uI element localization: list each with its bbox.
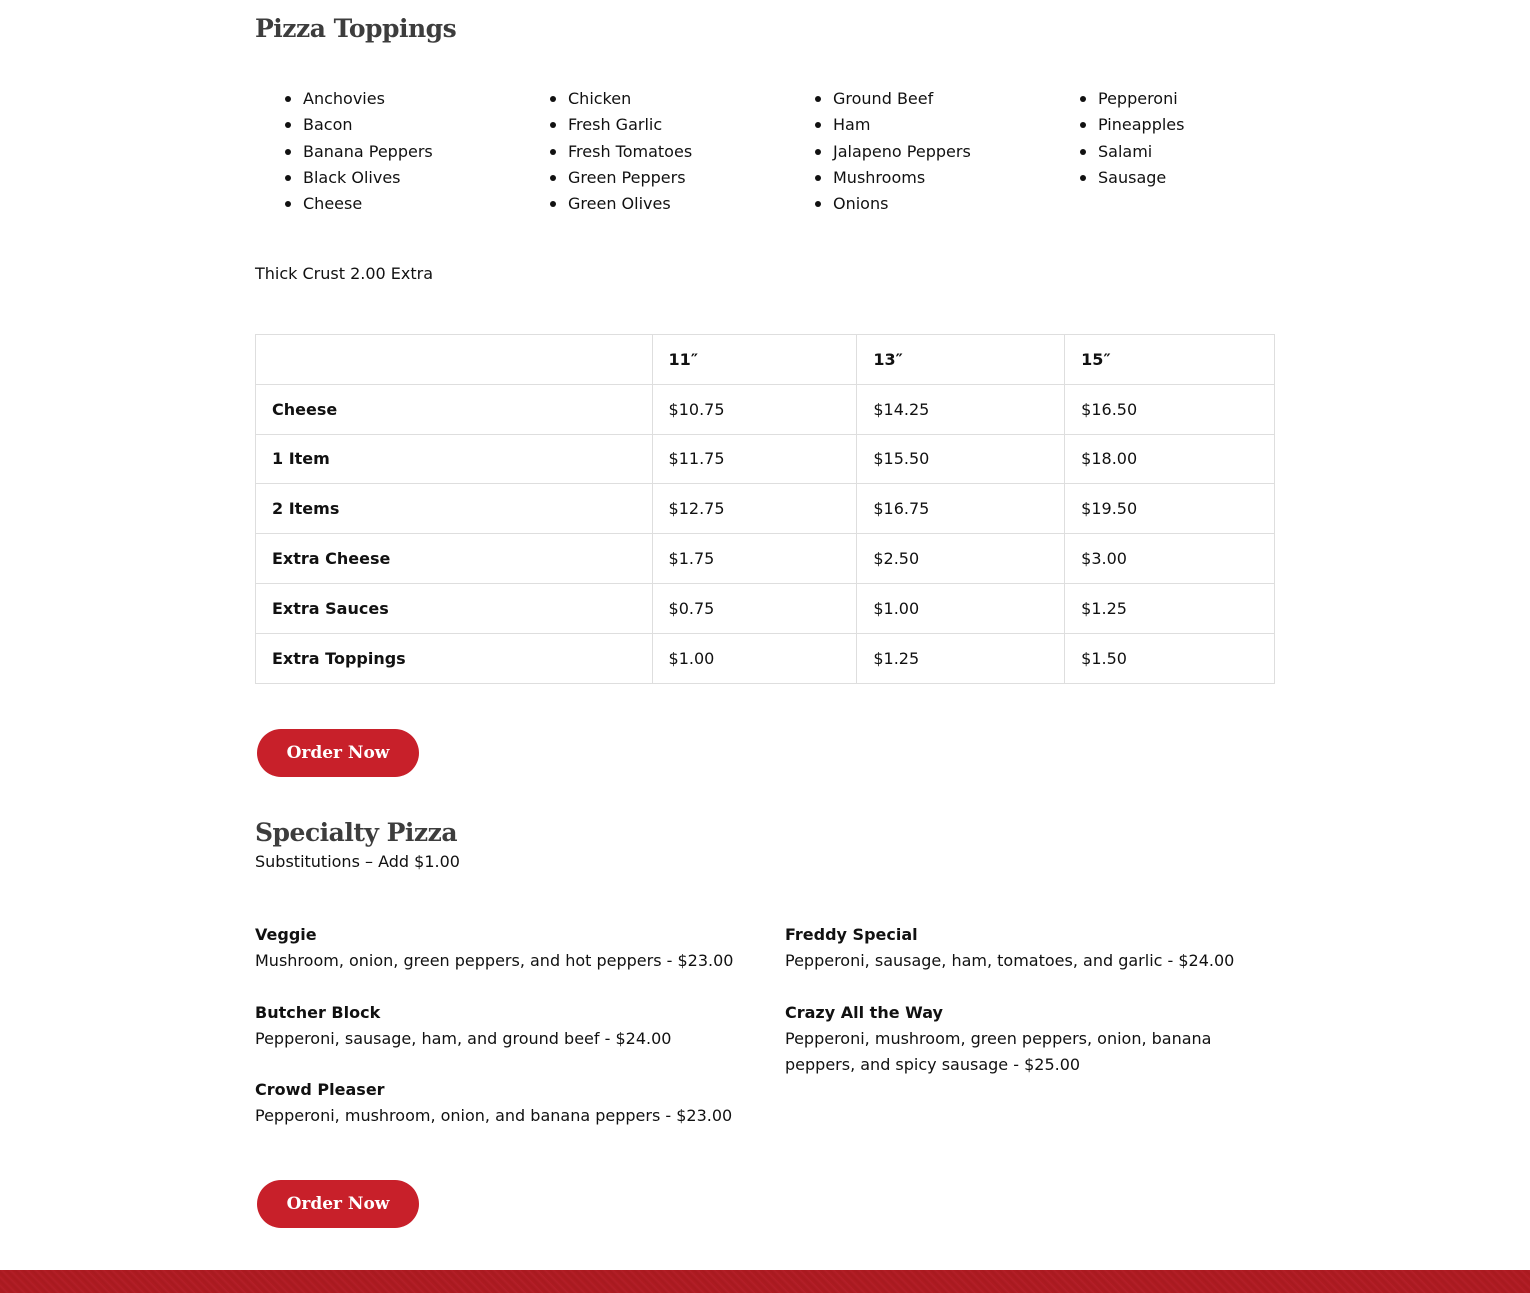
topping-item: Fresh Tomatoes [520,139,770,165]
thick-crust-note: Thick Crust 2.00 Extra [255,264,434,283]
price-cell: $1.25 [1065,583,1275,633]
table-header-cell: 15″ [1065,335,1275,385]
toppings-column-3 [785,86,1035,217]
row-label: Cheese [256,384,653,434]
topping-item: Onions [785,191,1035,217]
price-cell: $1.75 [652,534,857,584]
specialty-pizza-title: Specialty Pizza [255,818,458,847]
price-cell: $3.00 [1065,534,1275,584]
topping-item: Fresh Garlic [520,112,770,138]
table-header-cell [256,335,653,385]
table-header-cell: 13″ [857,335,1065,385]
topping-item: Green Peppers [520,165,770,191]
table-row [256,484,1275,534]
topping-item: Green Olives [520,191,770,217]
topping-item: Pepperoni [1050,86,1300,112]
table-row [256,384,1275,434]
row-label: Extra Toppings [256,633,653,683]
specialty-name: Crowd Pleaser [255,1080,385,1099]
price-cell: $16.50 [1065,384,1275,434]
price-cell: $19.50 [1065,484,1275,534]
row-label: 2 Items [256,484,653,534]
order-now-button[interactable]: Order Now [257,1180,419,1228]
table-row [256,633,1275,683]
topping-item: Jalapeno Peppers [785,139,1035,165]
specialty-column-left [255,922,745,1155]
price-cell: $18.00 [1065,434,1275,484]
toppings-column-2 [520,86,770,217]
specialty-item [255,922,745,975]
specialty-description: Pepperoni, sausage, ham, and ground beef - $24.00 [255,1028,672,1048]
specialty-description: Pepperoni, mushroom, onion, and banana peppers - $23.00 [255,1106,733,1125]
footer-bar [0,1270,1530,1293]
topping-item: Black Olives [255,165,505,191]
price-cell: $1.00 [652,633,857,683]
specialty-description: Pepperoni, sausage, ham, tomatoes, and garlic - $24.00 [785,951,1235,970]
price-cell: $1.25 [857,633,1065,683]
table-row [256,434,1275,484]
row-label: 1 Item [256,434,653,484]
topping-item: Banana Peppers [255,139,505,165]
topping-item: Mushrooms [785,165,1035,191]
price-table [255,334,1275,684]
specialty-item [785,922,1245,975]
specialty-name: Freddy Special [785,925,918,944]
topping-item: Pineapples [1050,112,1300,138]
row-label: Extra Sauces [256,583,653,633]
price-cell: $16.75 [857,484,1065,534]
price-cell: $1.00 [857,583,1065,633]
price-cell: $12.75 [652,484,857,534]
topping-item: Anchovies [255,86,505,112]
specialty-name: Veggie [255,925,317,944]
topping-item: Bacon [255,112,505,138]
toppings-column-4 [1050,86,1300,191]
specialty-item [785,1000,1245,1079]
specialty-item [255,1077,745,1130]
order-now-button[interactable]: Order Now [257,729,419,777]
price-cell: $14.25 [857,384,1065,434]
toppings-list [255,86,1275,218]
price-cell: $0.75 [652,583,857,633]
table-row [256,534,1275,584]
specialty-column-right [785,922,1245,1104]
table-row [256,583,1275,633]
row-label: Extra Cheese [256,534,653,584]
specialty-name: Crazy All the Way [785,1002,943,1022]
specialty-description: Pepperoni, mushroom, green peppers, onion, banana peppers, and spicy sausage - $25.00 [785,1028,1212,1074]
specialty-name: Butcher Block [255,1002,381,1022]
price-cell: $10.75 [652,384,857,434]
topping-item: Cheese [255,191,505,217]
table-header-cell: 11″ [652,335,857,385]
price-cell: $1.50 [1065,633,1275,683]
specialty-item [255,1000,745,1053]
price-cell: $2.50 [857,534,1065,584]
toppings-column-1 [255,86,505,217]
topping-item: Sausage [1050,165,1300,191]
substitutions-note: Substitutions – Add $1.00 [255,852,460,871]
table-header-row [256,335,1275,385]
topping-item: Salami [1050,139,1300,165]
specialty-description: Mushroom, onion, green peppers, and hot peppers - $23.00 [255,951,734,970]
price-cell: $11.75 [652,434,857,484]
price-cell: $15.50 [857,434,1065,484]
topping-item: Ground Beef [785,86,1035,112]
topping-item: Ham [785,112,1035,138]
topping-item: Chicken [520,86,770,112]
pizza-toppings-title: Pizza Toppings [255,14,457,43]
